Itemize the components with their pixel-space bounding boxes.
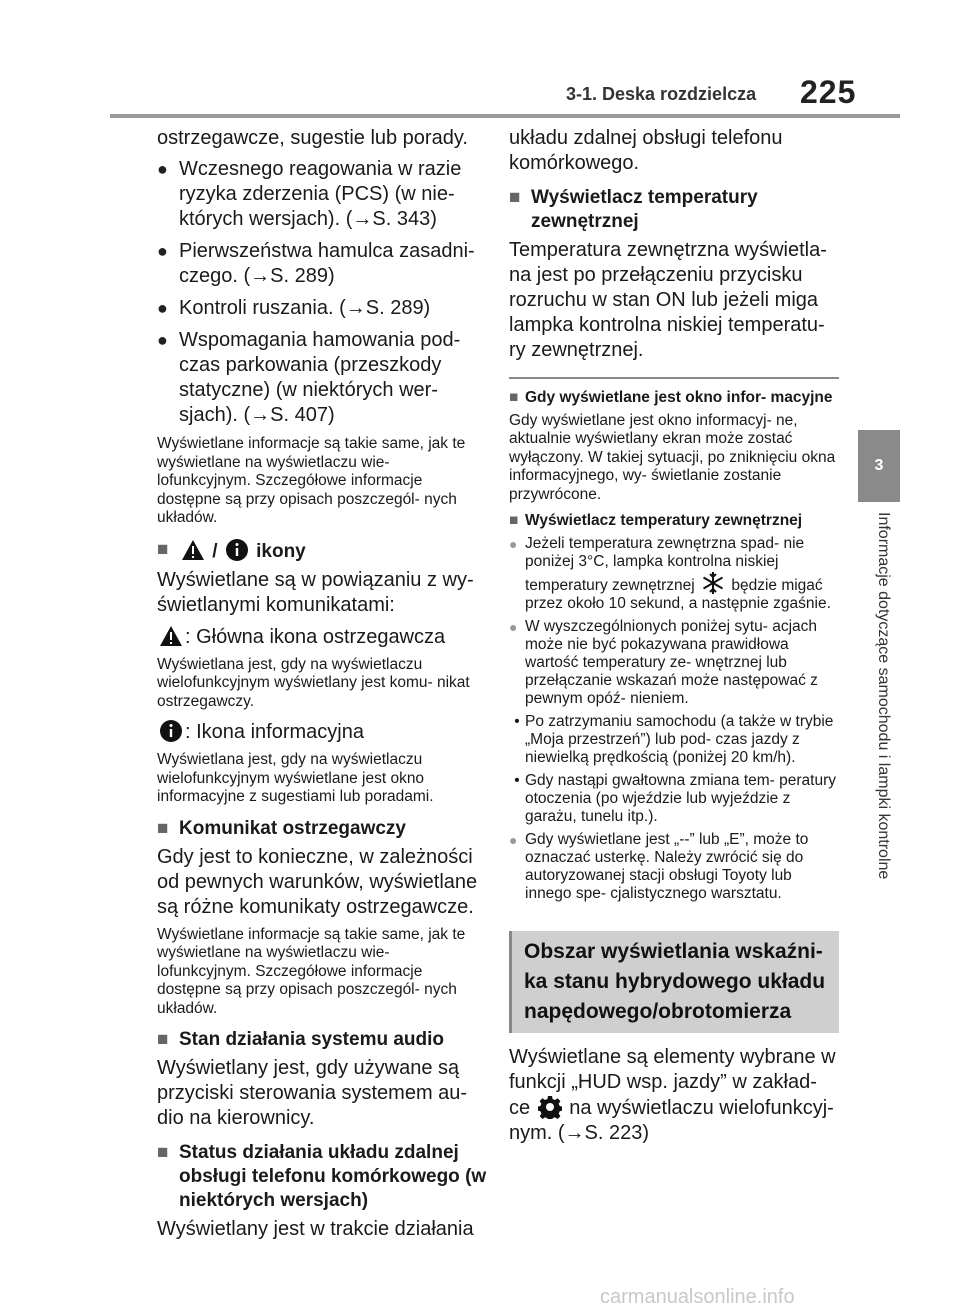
bullet-icon: ●: [157, 298, 168, 318]
note-heading: ■ Gdy wyświetlane jest okno infor- macyjne: [509, 389, 833, 406]
bullet-icon: ●: [509, 618, 518, 635]
list-item: ● Pierwszeństwa hamulca zasadni- czego. (→S. 289): [157, 240, 475, 287]
paragraph: Wyświetlany jest w trakcie działania: [157, 1218, 474, 1240]
bullet-icon: ●: [509, 535, 518, 552]
bullet-icon: ●: [509, 831, 518, 848]
note-heading: ■ Wyświetlacz temperatury zewnętrznej: [509, 512, 803, 529]
paragraph: Wyświetlane są elementy wybrane w funkcji „HUD wsp. jazdy” w zakład- ce na wyświetlaczu wielofunkcyj- nym. (→S. 223): [509, 1045, 836, 1144]
square-bullet-icon: ■: [509, 187, 521, 208]
paragraph: Wyświetlany jest, gdy używane są przyciski sterowania systemem au- dio na kierownicy.: [157, 1057, 468, 1129]
section-heading: ■ Komunikat ostrzegawczy: [157, 817, 406, 839]
bullet-icon: ●: [157, 159, 168, 179]
chapter-tab: 3: [858, 430, 900, 502]
icon-definition: : Główna ikona ostrzegawcza: [157, 624, 487, 650]
section-title-box: Obszar wyświetlania wskaźni- ka stanu hybrydowego układu napędowego/obrotomierza: [509, 931, 839, 1033]
chapter-tab-title: Informacje dotyczące samochodu i lampki kontrolne: [875, 512, 892, 880]
warning-triangle-icon: [159, 624, 183, 648]
header-divider: [110, 114, 900, 118]
list-item: ● Wczesnego reagowania w razie ryzyka zderzenia (PCS) (w nie- których wersjach). (→S. 343): [157, 158, 462, 230]
list-item: ● Jeżeli temperatura zewnętrzna spad- nie poniżej 3°C, lampka kontrolna niskiej temperatury zewnętrznej będzie migać przez około 10 sekund, a następnie zgaśnie.: [509, 534, 831, 612]
section-title: 3-1. Deska rozdzielcza: [566, 84, 757, 104]
warning-triangle-icon: [181, 538, 205, 562]
section-heading: ■ Status działania układu zdalnej obsługi telefonu komórkowego (w niektórych wersjach): [157, 1142, 487, 1211]
icons-heading: ■ / ikony: [157, 538, 306, 562]
square-bullet-icon: ■: [157, 538, 169, 560]
list-item: ● W wyszczególnionych poniżej sytu- acjach może nie być pokazywana prawidłowa wartość temperatury ze- wnętrznej lub przełączanie wskazań może następować z pewnym opóź- nieniem.: [509, 617, 818, 707]
note: Wyświetlane informacje są takie same, jak te wyświetlane na wyświetlaczu wie- lofunkcyjnym. Szczegółowe informacje dostępne są przy opisach poszczegól- nych układów.: [157, 435, 466, 526]
square-bullet-icon: ■: [157, 817, 169, 839]
square-bullet-icon: ■: [509, 512, 519, 529]
note: Wyświetlane informacje są takie same, jak te wyświetlane na wyświetlaczu wie- lofunkcyjnym. Szczegółowe informacje dostępne są przy opisach poszczegól- nych układów.: [157, 925, 466, 1017]
snowflake-icon: [701, 571, 725, 595]
square-bullet-icon: ■: [509, 389, 519, 406]
note: Wyświetlana jest, gdy na wyświetlaczu wielofunkcyjnym wyświetlany jest komu- nikat ostrzegawczy.: [157, 655, 470, 710]
notes-divider: [509, 377, 839, 379]
paragraph: układu zdalnej obsługi telefonu komórkowego.: [509, 127, 783, 174]
list-item: ● Gdy wyświetlane jest „--” lub „E”, może to oznaczać usterkę. Należy zwrócić się do autoryzowanej stacji obsługi Toyoty lub innego spe- cjalistycznego warsztatu.: [509, 830, 809, 902]
paragraph: ostrzegawcze, sugestie lub porady.: [157, 127, 468, 149]
paragraph: Gdy jest to konieczne, w zależności od pewnych warunków, wyświetlane są różne komunikaty ostrzegawcze.: [157, 845, 478, 918]
dot-bullet-icon: •: [514, 712, 520, 730]
right-column: [509, 126, 839, 1152]
paragraph: Temperatura zewnętrzna wyświetla- na jest po przełączeniu przycisku rozruchu w stan ON lub jeżeli miga lampka kontrolna niskiej temperatu- ry zewnętrznej.: [509, 239, 827, 361]
square-bullet-icon: ■: [157, 1029, 169, 1050]
section-heading: ■ Wyświetlacz temperatury zewnętrznej: [509, 187, 758, 232]
left-column: [157, 126, 487, 1248]
section-heading: ■ Stan działania systemu audio: [157, 1029, 445, 1050]
list-item: ● Kontroli ruszania. (→S. 289): [157, 297, 431, 319]
gear-icon: [538, 1095, 562, 1119]
bullet-icon: ●: [157, 241, 168, 261]
watermark: carmanualsonline.info: [600, 1286, 795, 1308]
bullet-icon: ●: [157, 330, 168, 350]
icon-definition: : Ikona informacyjna: [157, 719, 487, 745]
list-item: ● Wspomagania hamowania pod- czas parkowania (przeszkody statyczne) (w niektórych wer- sjach). (→S. 407): [157, 329, 461, 426]
paragraph: Wyświetlane są w powiązaniu z wy- świetlanymi komunikatami:: [157, 568, 474, 616]
info-circle-icon: [159, 719, 183, 743]
list-item: • Po zatrzymaniu samochodu (a także w trybie „Moja przestrzeń”) lub pod- czas jazdy z niewielką prędkością (poniżej 20 km/h).: [509, 713, 839, 767]
note: Gdy wyświetlane jest okno informacyj- ne, aktualnie wyświetlany ekran może zostać wyłączony. W takiej sytuacji, po zniknięciu okna informacyjnego, wy- świetlanie zostanie przywrócone.: [509, 411, 836, 503]
list-item: • Gdy nastąpi gwałtowna zmiana tem- peratury otoczenia (po wjeździe lub wyjeździe z garażu, tunelu itp.).: [509, 772, 839, 826]
dot-bullet-icon: •: [514, 771, 520, 789]
info-circle-icon: [225, 538, 249, 562]
page-number: 225: [800, 74, 857, 110]
note: Wyświetlana jest, gdy na wyświetlaczu wielofunkcyjnym wyświetlane jest okno informacyjne z sugestiami lub poradami.: [157, 751, 434, 805]
square-bullet-icon: ■: [157, 1142, 169, 1163]
